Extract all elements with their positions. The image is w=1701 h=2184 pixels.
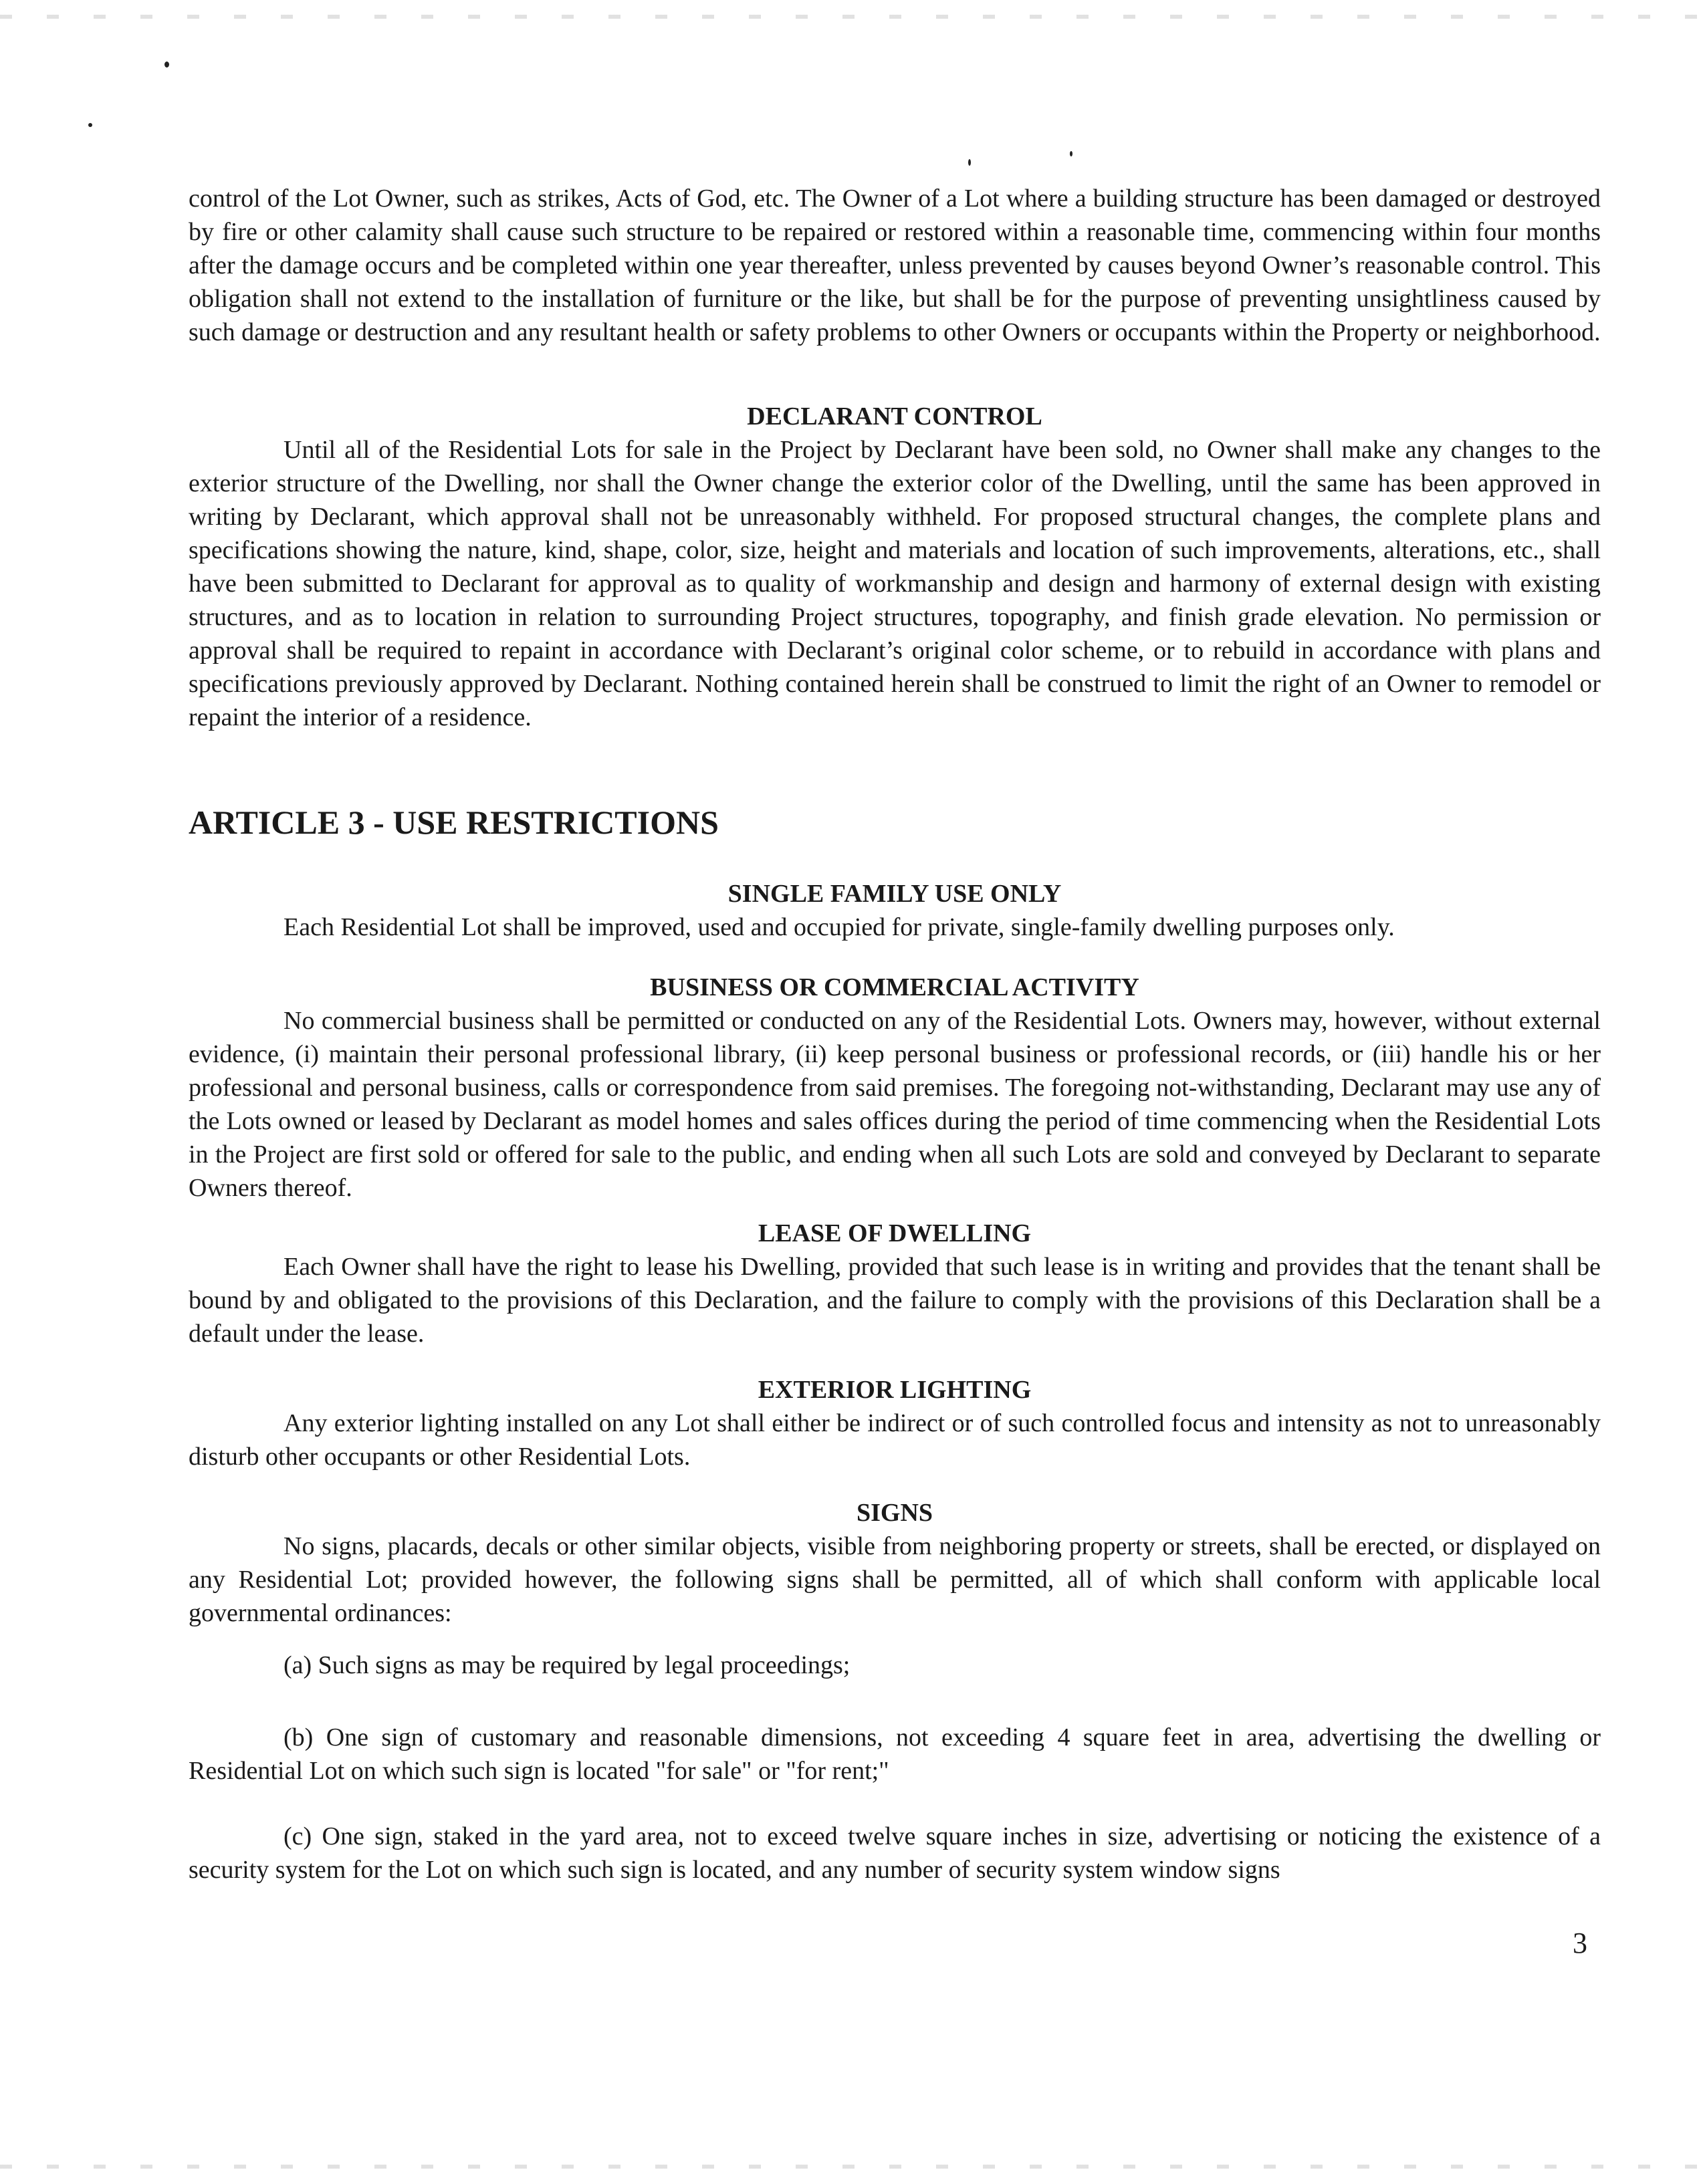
lease-text: Each Owner shall have the right to lease his Dwelling, provided that such lease is in writing and provides that the tenant shall be bound by and obligated to the provisions of this Declaration, and the failure to comply with the provisions of this Declaration shall be a default under the lease.: [189, 1253, 1601, 1348]
declarant-control-text: Until all of the Residential Lots for sale in the Project by Declarant have been sold, no Owner shall make any changes to the exterior structure of the Dwelling, nor shall the Owner change the exterior color of the Dwelling, until the same has been approved in writing by Declarant, which approval shall not be unreasonably withheld. For proposed structural changes, the complete plans and specifications showing the nature, kind, shape, color, size, height and materials and location of such improvements, alterations, etc., shall have been submitted to Declarant for approval as to quality of workmanship and design and harmony of external design with existing structures, and as to location in relation to surrounding Project structures, topography, and finish grade elevation. No permission or approval shall be required to repaint in accordance with Declarant’s original color scheme, or to rebuild in accordance with plans and specifications previously approved by Declarant. Nothing contained herein shall be construed to limit the right of an Owner to remodel or repaint the interior of a residence.: [189, 436, 1601, 731]
signs-text: No signs, placards, decals or other similar objects, visible from neighboring property or streets, shall be erected, or displayed on any Residential Lot; provided however, the following signs shall be permitted, all of which shall conform with applicable local governmental ordinances:: [189, 1532, 1601, 1627]
heading-signs: SIGNS: [856, 1499, 933, 1527]
scan-speck: [88, 123, 92, 127]
single-family-section: [189, 911, 1601, 944]
continued-paragraph: [189, 182, 1601, 349]
scan-edge-bottom: [0, 2165, 1701, 2169]
signs-item-c: [189, 1820, 1601, 1887]
heading-exterior-lighting: EXTERIOR LIGHTING: [758, 1376, 1032, 1404]
business-section: [189, 1004, 1601, 1205]
signs-item-b-text: (b) One sign of customary and reasonable dimensions, not exceeding 4 square feet in area, advertising the dwelling or Residential Lot on which such sign is located "for sale" or "for rent;": [189, 1723, 1601, 1785]
signs-section: [189, 1530, 1601, 1630]
signs-item-b: [189, 1721, 1601, 1788]
heading-declarant-control: DECLARANT CONTROL: [747, 402, 1042, 431]
scan-speck: [1070, 151, 1072, 156]
scan-edge-top: [0, 15, 1701, 19]
lighting-section: [189, 1407, 1601, 1473]
business-text: No commercial business shall be permitted or conducted on any of the Residential Lots. Owners may, however, without external evidence, (i) maintain their personal professional library, (ii) keep personal business or professional records, or (iii) handle his or her professional and personal business, calls or correspondence from said premises. The foregoing not-withstanding, Declarant may use any of the Lots owned or leased by Declarant as model homes and sales offices during the period of time commencing when the Residential Lots in the Project are first sold or offered for sale to the public, and ending when all such Lots are sold and conveyed by Declarant to separate Owners thereof.: [189, 1007, 1601, 1202]
signs-item-a: [189, 1649, 1601, 1682]
continued-paragraph-text: control of the Lot Owner, such as strikes, Acts of God, etc. The Owner of a Lot where a building structure has been damaged or destroyed by fire or other calamity shall cause such structure to be repaired or restored within a reasonable time, commencing within four months after the damage occurs and be completed within one year thereafter, unless prevented by causes beyond Owner’s reasonable control. This obligation shall not extend to the installation of furniture or the like, but shall be for the purpose of preventing unsightliness caused by such damage or destruction and any resultant health or safety problems to other Owners or occupants within the Property or neighborhood.: [189, 185, 1601, 346]
signs-item-a-text: (a) Such signs as may be required by legal proceedings;: [284, 1651, 850, 1679]
heading-business: BUSINESS OR COMMERCIAL ACTIVITY: [650, 973, 1139, 1001]
signs-item-c-text: (c) One sign, staked in the yard area, not to exceed twelve square inches in size, advertising or noticing the existence of a security system for the Lot on which such sign is located, and any number of security system window signs: [189, 1822, 1601, 1884]
article-title: ARTICLE 3 - USE RESTRICTIONS: [189, 804, 719, 841]
heading-single-family: SINGLE FAMILY USE ONLY: [727, 880, 1062, 908]
scan-speck: [968, 159, 971, 166]
lighting-text: Any exterior lighting installed on any Lot shall either be indirect or of such controlled focus and intensity as not to unreasonably disturb other occupants or other Residential Lots.: [189, 1409, 1601, 1471]
lease-section: [189, 1250, 1601, 1350]
declarant-control-section: [189, 433, 1601, 734]
page-number: 3: [1573, 1927, 1587, 1959]
scan-speck: [164, 62, 169, 68]
heading-lease: LEASE OF DWELLING: [758, 1219, 1032, 1247]
single-family-text: Each Residential Lot shall be improved, used and occupied for private, single-family dwelling purposes only.: [284, 913, 1395, 941]
